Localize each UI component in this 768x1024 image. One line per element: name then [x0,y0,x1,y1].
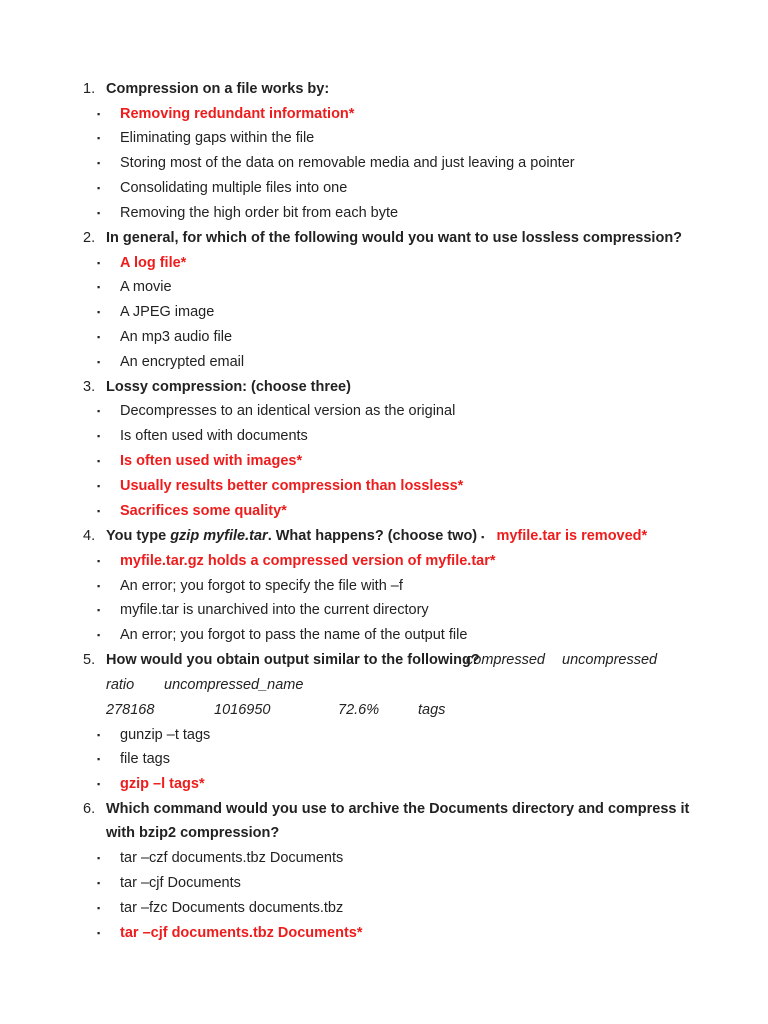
answer-option: Removing the high order bit from each byte [120,205,399,221]
sample-value: 278168 [106,702,155,718]
answer-option: A JPEG image [120,304,215,320]
answer-option: Storing most of the data on removable media and just leaving a pointer [120,155,575,171]
bullet-icon: ▪ [97,183,101,193]
bullet-icon: ▪ [97,730,101,740]
question-text-prefix: You type [106,528,167,544]
answer-option-correct: gzip –l tags* [120,776,205,792]
bullet-icon: ▪ [97,258,101,268]
bullet-icon: ▪ [97,556,101,566]
question-number: 2. [83,230,96,246]
answer-option: myfile.tar is unarchived into the current directory [120,602,429,618]
bullet-icon: ▪ [97,779,101,789]
answer-option: tar –cjf Documents [120,875,241,891]
answer-option: Is often used with documents [120,428,308,444]
answer-option: A movie [120,279,172,295]
answer-option: An error; you forgot to specify the file with –f [120,578,403,594]
bullet-icon: ▪ [97,605,101,615]
sample-header: uncompressed [562,652,658,668]
bullet-icon: ▪ [481,532,485,542]
answer-option-correct: tar –cjf documents.tbz Documents* [120,925,363,941]
bullet-icon: ▪ [97,158,101,168]
answer-option: tar –fzc Documents documents.tbz [120,900,344,916]
sample-header: uncompressed_name [164,677,304,693]
bullet-icon: ▪ [97,506,101,516]
bullet-icon: ▪ [97,481,101,491]
answer-option-correct: Is often used with images* [120,453,303,469]
answer-option-correct: myfile.tar is removed* [496,528,648,544]
question-text: In general, for which of the following would you want to use lossless compression? [106,230,683,246]
bullet-icon: ▪ [97,332,101,342]
sample-header: compressed [466,652,545,668]
question-text-continued: with bzip2 compression? [106,825,280,841]
answer-option: An encrypted email [120,354,245,370]
question-number: 6. [83,801,96,817]
sample-value: 72.6% [338,702,380,718]
bullet-icon: ▪ [97,581,101,591]
answer-option-correct: Sacrifices some quality* [120,503,287,519]
question-number: 4. [83,528,96,544]
question-text [106,526,647,547]
question-text: Lossy compression: (choose three) [106,379,351,395]
sample-value: 1016950 [214,702,271,718]
bullet-icon: ▪ [97,307,101,317]
question-text: Compression on a file works by: [106,81,330,97]
bullet-icon: ▪ [97,133,101,143]
bullet-icon: ▪ [97,282,101,292]
bullet-icon: ▪ [97,878,101,888]
answer-option-correct: Usually results better compression than lossless* [120,478,464,494]
bullet-icon: ▪ [97,208,101,218]
answer-option: tar –czf documents.tbz Documents [120,850,344,866]
bullet-icon: ▪ [97,754,101,764]
answer-option: Eliminating gaps within the file [120,130,315,146]
sample-value: tags [418,702,446,718]
answer-option-correct: Removing redundant information* [120,106,355,122]
bullet-icon: ▪ [97,853,101,863]
answer-option: Decompresses to an identical version as the original [120,403,456,419]
bullet-icon: ▪ [97,406,101,416]
bullet-icon: ▪ [97,456,101,466]
bullet-icon: ▪ [97,357,101,367]
answer-option-correct: myfile.tar.gz holds a compressed version of myfile.tar* [120,553,496,569]
question-number: 1. [83,81,96,97]
bullet-icon: ▪ [97,903,101,913]
sample-header: ratio [106,677,135,693]
question-number: 5. [83,652,96,668]
answer-option: An error; you forgot to pass the name of the output file [120,627,468,643]
bullet-icon: ▪ [97,431,101,441]
answer-option: gunzip –t tags [120,727,211,743]
command-text: gzip myfile.tar [170,528,268,544]
bullet-icon: ▪ [97,109,101,119]
question-text-suffix: . What happens? (choose two) [267,528,478,544]
answer-option: file tags [120,751,170,767]
answer-option-correct: A log file* [120,255,187,271]
bullet-icon: ▪ [97,630,101,640]
question-text: How would you obtain output similar to the following? [106,652,480,668]
bullet-icon: ▪ [97,928,101,938]
answer-option: Consolidating multiple files into one [120,180,348,196]
answer-option: An mp3 audio file [120,329,233,345]
question-text: Which command would you use to archive the Documents directory and compress it [106,801,690,817]
question-number: 3. [83,379,96,395]
